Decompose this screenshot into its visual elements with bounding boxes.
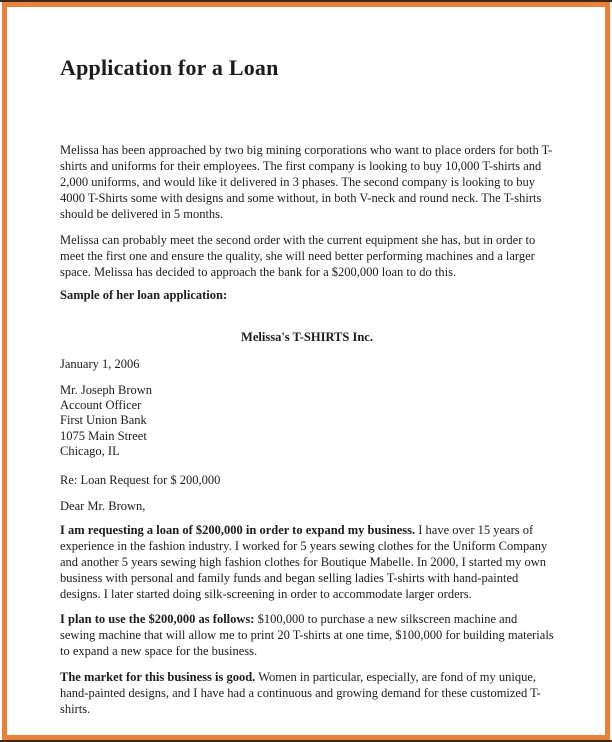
page-edge-top xyxy=(0,0,612,2)
recipient-name: Mr. Joseph Brown xyxy=(60,383,153,397)
document-title: Application for a Loan xyxy=(60,55,279,80)
letter-subject: Re: Loan Request for $ 200,000 xyxy=(60,473,221,488)
intro-paragraph-1: Melissa has been approached by two big mining corporations who want to place orders for both T-shirts and uniforms for their employees. The first company is looking to buy 10,000 T-shirts and 2,000 uniforms, and would like it delivered in 3 phases. The second company is looking to buy 4000 T-Shirts some with designs and some without, in both V-neck and round neck. The T-shirts should be delivered in 5 months. xyxy=(60,143,553,221)
sample-label: Sample of her loan application: xyxy=(60,288,228,302)
body-paragraph-2-lead: I plan to use the $200,000 as follows: xyxy=(60,612,255,627)
recipient-bank: First Union Bank xyxy=(60,413,147,428)
letter-salutation: Dear Mr. Brown, xyxy=(60,499,146,514)
body-paragraph-2-text: $100,000 to purchase a new silkscreen machine and sewing machine that will allow me to print 20 T-shirts at one time, $100,000 for building materials to expand a new space for the business. xyxy=(60,612,554,659)
letter-date: January 1, 2006 xyxy=(60,357,140,371)
body-paragraph-3-lead: The market for this business is good. xyxy=(60,670,256,685)
recipient-role: Account Officer xyxy=(60,398,142,413)
recipient-city: Chicago, IL xyxy=(60,443,120,458)
letter-body-paragraph-2 xyxy=(60,611,554,659)
document-content xyxy=(60,0,554,717)
letter-body-paragraph-3 xyxy=(60,669,554,717)
intro-paragraph-2: Melissa can probably meet the second order with the current equipment she has, but in order to meet the first one and ensure the quality, she will need better performing machines and a larger space. Melissa has decided to approach the bank for a $200,000 loan to do this. xyxy=(60,233,536,279)
letter-company-heading: Melissa's T-SHIRTS Inc. xyxy=(241,330,373,344)
body-paragraph-1-text: I have over 15 years of experience in the fashion industry. I worked for 5 years sewing clothes for the Uniform Company and another 5 years sewing high fashion clothes for Boutique Mabelle. In 2000, I started my own business with personal and family funds and began selling ladies T-shirts with hand-painted designs. I later started doing silk-screening in order to accommodate larger orders. xyxy=(60,523,548,602)
letter-body-paragraph-1 xyxy=(60,522,554,602)
recipient-street: 1075 Main Street xyxy=(60,428,147,443)
body-paragraph-1-lead: I am requesting a loan of $200,000 in order to expand my business. xyxy=(60,523,416,538)
recipient-address-block xyxy=(60,383,554,459)
body-paragraph-3-text: Women in particular, especially, are fond of my unique, hand-painted designs, and I have had a continuous and growing demand for these customized T-shirts. xyxy=(60,670,541,717)
